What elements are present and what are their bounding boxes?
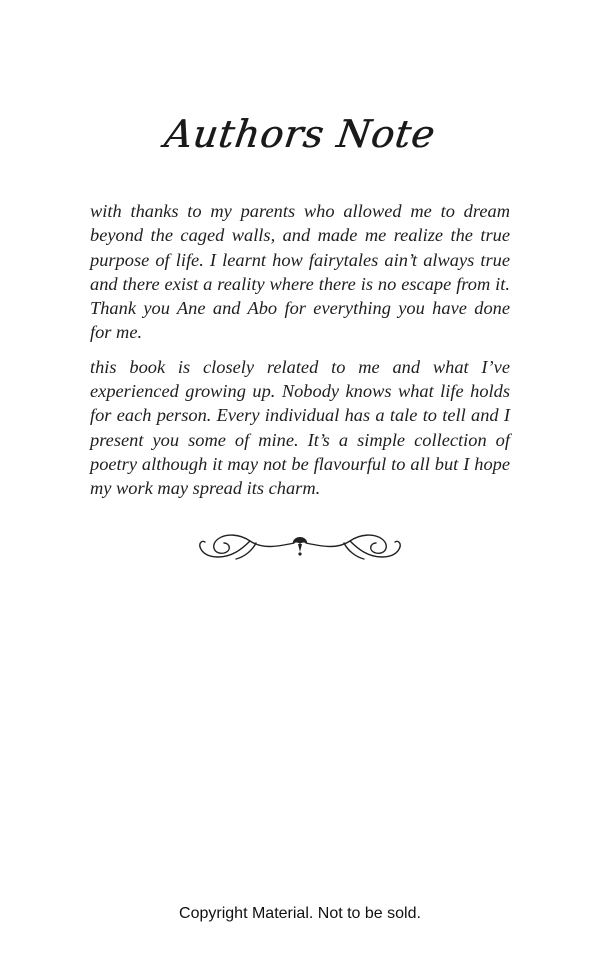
paragraph-thanks: with thanks to my parents who allowed me to dream beyond the caged walls, and made me realize the true purpose of life. I learnt how fairytales ain’t always true and there exist a reality where there is no escape from it. Thank you Ane and Abo for everything you have done for me. [90, 201, 510, 343]
page-title: Authors Note [161, 112, 439, 156]
copyright-footer: Copyright Material. Not to be sold. [179, 905, 421, 922]
note-body [90, 199, 510, 511]
flourish-divider-icon [196, 527, 404, 567]
paragraph-about-book: this book is closely related to me and what I’ve experienced growing up. Nobody knows what life holds for each person. Every individual has a tale to tell and I present you some of mine. It’s a simple collection of poetry although it may not be flavourful to all but I hope my work may spread its charm. [90, 356, 510, 499]
